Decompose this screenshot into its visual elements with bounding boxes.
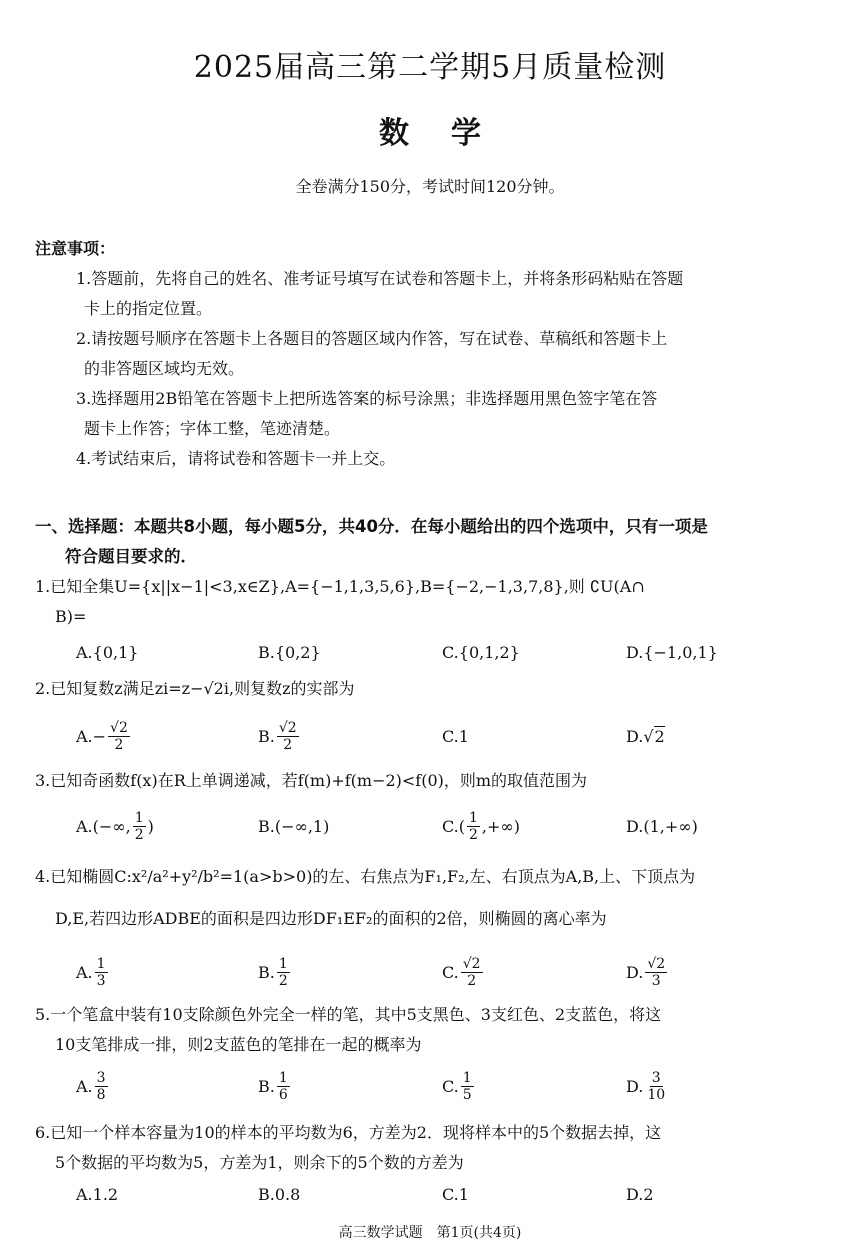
option-b: B. $\frac{1}{2}$ bbox=[258, 955, 288, 989]
option-c: C.{0,1,2} bbox=[442, 642, 520, 662]
question-1: 1.已知全集U={x||x−1|<3,x∈Z},A={−1,1,3,5,6},B={−2,−1,3,7,8},则 ∁U(A∩ B)= bbox=[35, 577, 645, 626]
option-d: D.2 bbox=[626, 1184, 654, 1204]
section-heading: 一、选择题：本题共8小题，每小题5分，共40分．在每小题给出的四个选项中，只有一项是 符合题目要求的． bbox=[35, 517, 708, 566]
subject-title: 数学 bbox=[379, 116, 523, 151]
question-5: 5.一个笔盒中装有10支除颜色外完全一样的笔，其中5支黑色、3支红色、2支蓝色，将这 10支笔排成一排，则2支蓝色的笔排在一起的概率为 bbox=[35, 1005, 662, 1054]
notice-heading: 注意事项： bbox=[35, 239, 116, 258]
option-a: A. $\frac{3}{8}$ bbox=[76, 1069, 106, 1103]
option-a: A. $\frac{1}{3}$ bbox=[76, 955, 106, 989]
option-b: B. $\frac{1}{6}$ bbox=[258, 1069, 288, 1103]
question-2: 2.已知复数z满足zi=z−√2i,则复数z的实部为 bbox=[35, 679, 355, 698]
question-6-options bbox=[76, 1174, 836, 1214]
option-c: C. $\frac{1}{5}$ bbox=[442, 1069, 472, 1103]
exam-title: 2025届高三第二学期5月质量检测 bbox=[193, 50, 667, 85]
notice-item: 1.答题前，先将自己的姓名、准考证号填写在试卷和答题卡上，并将条形码粘贴在答题 卡上的指定位置。 bbox=[76, 269, 684, 318]
question-3-options bbox=[76, 806, 836, 846]
question-6: 6.已知一个样本容量为10的样本的平均数为6，方差为2．现将样本中的5个数据去掉，这 5个数据的平均数为5，方差为1，则余下的5个数的方差为 bbox=[35, 1123, 662, 1172]
option-a: A.1.2 bbox=[76, 1184, 119, 1204]
question-1-options bbox=[76, 632, 836, 672]
option-d: D. $\frac{3}{10}$ bbox=[626, 1069, 666, 1103]
option-d: D. $\frac{√2}{3}$ bbox=[626, 955, 666, 989]
option-c: C.( $\frac{1}{2}$ ,+∞) bbox=[442, 809, 520, 843]
option-b: B.{0,2} bbox=[258, 642, 321, 662]
option-b: B.(−∞,1) bbox=[258, 816, 330, 836]
notice-item: 4.考试结束后，请将试卷和答题卡一并上交。 bbox=[76, 449, 396, 468]
option-a: A.− $\frac{√2}{2}$ bbox=[76, 719, 128, 753]
page-footer: 高三数学试题 第1页(共4页) bbox=[338, 1225, 522, 1241]
option-c: C. $\frac{√2}{2}$ bbox=[442, 955, 481, 989]
option-a: A.(−∞, $\frac{1}{2}$ ) bbox=[76, 809, 154, 843]
option-d: D. √ 2 bbox=[626, 726, 665, 746]
notice-item: 3.选择题用2B铅笔在答题卡上把所选答案的标号涂黑；非选择题用黑色签字笔在答 题卡上作答；字体工整，笔迹清楚。 bbox=[76, 389, 658, 438]
question-4-options bbox=[76, 952, 836, 992]
option-d: D.(1,+∞) bbox=[626, 816, 698, 836]
question-3: 3.已知奇函数f(x)在R上单调递减，若f(m)+f(m−2)<f(0)，则m的取值范围为 bbox=[35, 771, 588, 790]
question-5-options bbox=[76, 1066, 836, 1106]
option-c: C.1 bbox=[442, 1184, 469, 1204]
exam-info: 全卷满分150分，考试时间120分钟。 bbox=[295, 177, 565, 196]
option-b: B.0.8 bbox=[258, 1184, 301, 1204]
notice-item: 2.请按题号顺序在答题卡上各题目的答题区域内作答，写在试卷、草稿纸和答题卡上 的非答题区域均无效。 bbox=[76, 329, 668, 378]
option-b: B. $\frac{√2}{2}$ bbox=[258, 719, 297, 753]
option-c: C.1 bbox=[442, 726, 469, 746]
question-2-options bbox=[76, 716, 836, 756]
option-a: A.{0,1} bbox=[76, 642, 139, 662]
question-4: 4.已知椭圆C:x²/a²+y²/b²=1(a>b>0)的左、右焦点为F₁,F₂,左、右顶点为A,B,上、下顶点为 D,E,若四边形ADBE的面积是四边形DF₁EF₂的面积的2倍，则椭圆的离心率为 bbox=[35, 867, 696, 928]
option-d: D.{−1,0,1} bbox=[626, 642, 718, 662]
